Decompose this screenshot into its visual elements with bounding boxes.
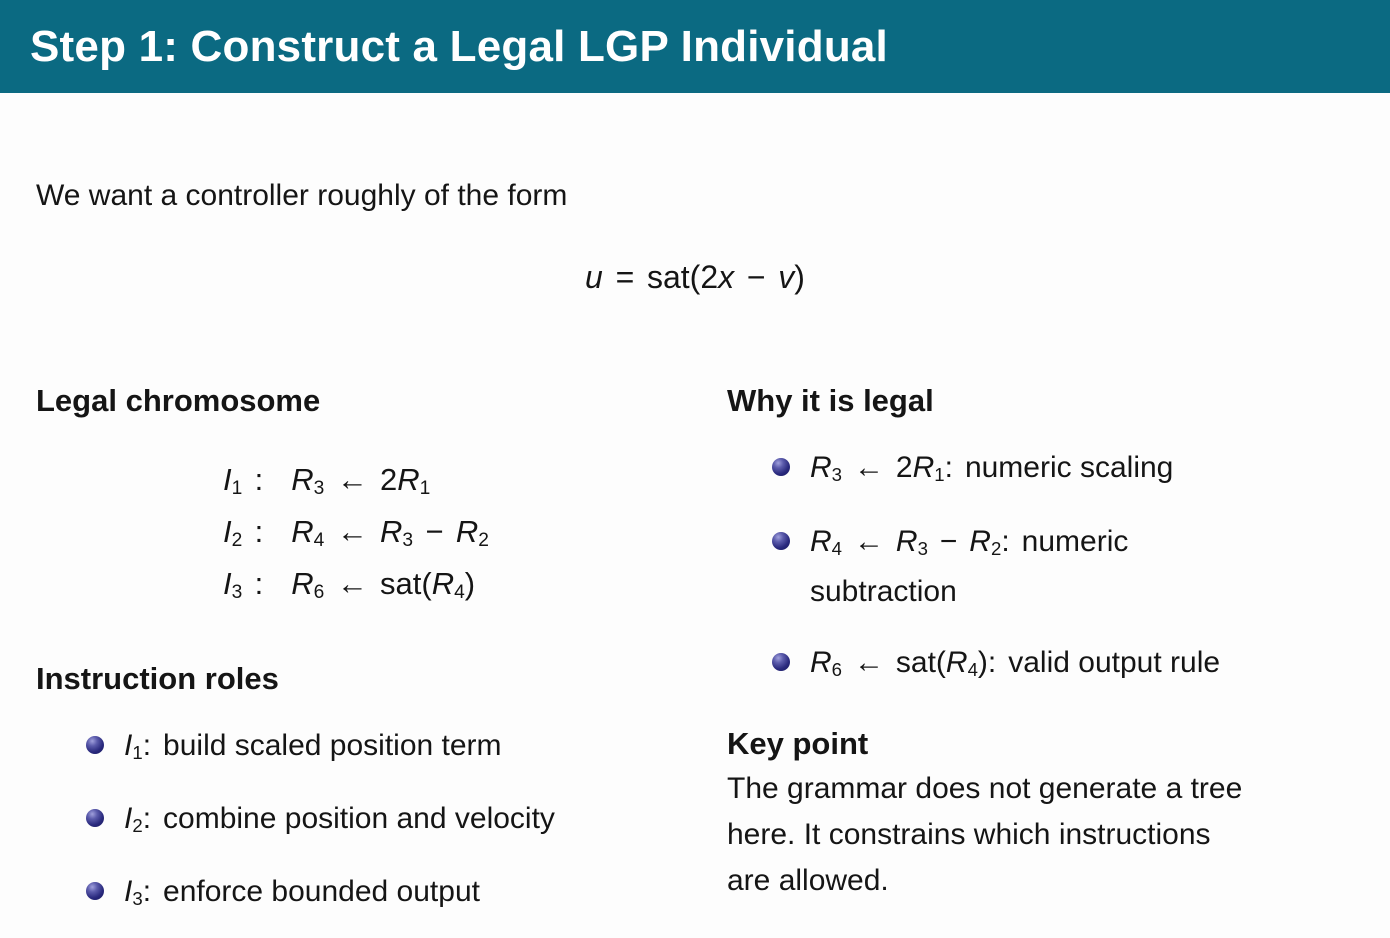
instruction-label: $I_2$ : [223,514,264,552]
slide-title: Step 1: Construct a Legal LGP Individual [30,21,888,71]
list-item [36,872,696,915]
point-math: $R_4$ ← $R_3 - R_2$: [810,525,1010,560]
point-text: valid output rule [1008,646,1221,679]
instruction-label: $I_1$ : [223,462,264,500]
bullet-ball-icon [86,809,104,827]
point-text-block [810,518,1128,615]
key-point-line: here. It constrains which instructions [727,818,1211,851]
point-line [810,639,1220,689]
point-text: numeric scaling [964,451,1174,484]
key-point-line: are allowed. [727,864,889,897]
list-item [727,639,1377,689]
point-text: numeric [1021,525,1129,558]
instruction-roles-list [36,726,696,938]
role-text: build scaled position term [163,729,502,762]
role-prefix: $I_1$: [124,729,152,764]
role-prefix: $I_2$: [124,802,152,837]
bullet-ball-icon [772,532,790,550]
instruction-expr: $R_6$ ← $sat(R_4)$ [291,566,476,604]
point-line [810,518,1128,568]
instruction-expr: $R_4$ ← $R_3 - R_2$ [291,514,489,552]
point-line-wrap: subtraction [810,575,957,608]
bullet-ball-icon [772,653,790,671]
list-item [36,726,696,769]
legal-chromosome-heading: Legal chromosome [36,383,321,418]
role-prefix: $I_3$: [124,875,152,910]
instruction-expr: $R_3$ ← $2R_1$ [291,462,431,500]
bullet-ball-icon [86,736,104,754]
key-point-heading: Key point [727,726,869,761]
role-text: combine position and velocity [163,802,555,835]
point-text-block [810,444,1173,494]
list-item [36,799,696,842]
bullet-ball-icon [772,458,790,476]
list-item [727,444,1377,494]
instruction-roles-heading: Instruction roles [36,661,279,696]
bullet-ball-icon [86,882,104,900]
point-text-block [810,639,1220,689]
why-legal-heading: Why it is legal [727,383,934,418]
intro-text: We want a controller roughly of the form [36,179,568,212]
key-point-line: The grammar does not generate a tree [727,772,1243,805]
legal-chromosome-table [36,456,676,612]
instruction-label: $I_3$ : [223,566,264,604]
key-point-section [727,722,1377,904]
list-item [727,518,1377,615]
title-bar [0,0,1390,93]
point-math: $R_6$ ← $sat(R_4)$: [810,646,997,681]
point-math: $R_3$ ← $2R_1$: [810,451,953,486]
controller-equation: u = sat(2x − v) [585,259,805,295]
role-text: enforce bounded output [163,875,480,908]
point-line [810,444,1173,494]
why-legal-list [727,444,1377,713]
